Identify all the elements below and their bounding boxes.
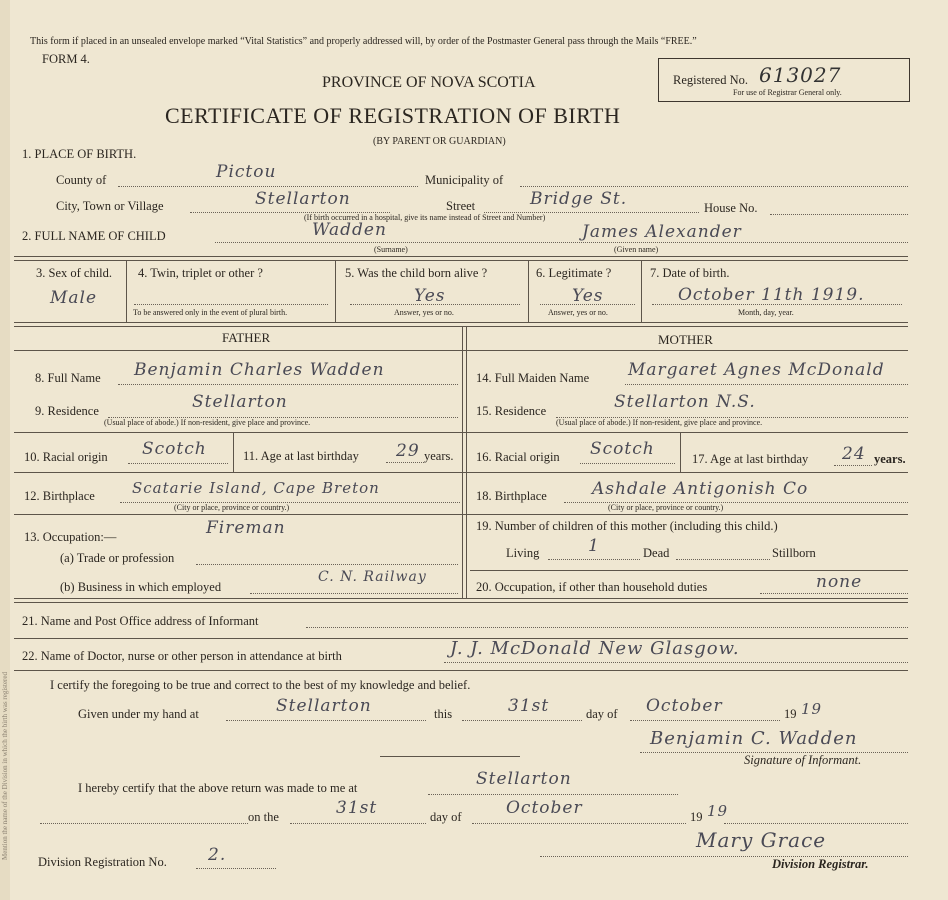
father-years: years. <box>424 449 454 463</box>
legitimate-label: 6. Legitimate ? <box>536 266 612 280</box>
twin-note: To be answered only in the event of plural birth. <box>133 308 288 317</box>
given-day-of-label: day of <box>586 707 618 721</box>
registrar-year: 19 <box>707 802 729 820</box>
mother-residence: Stellarton N.S. <box>614 392 756 412</box>
informant-signature-caption: Signature of Informant. <box>744 753 862 767</box>
house-label: House No. <box>704 201 758 215</box>
registered-number: 613027 <box>759 63 842 87</box>
registrar-statement: I hereby certify that the above return was made to me at <box>78 781 358 795</box>
registrar-day-of-label: day of <box>430 810 462 824</box>
father-birthplace: Scatarie Island, Cape Breton <box>132 479 380 497</box>
mother-birthplace-label: 18. Birthplace <box>476 489 547 503</box>
left-margin-strip <box>0 0 10 900</box>
father-residence-label: 9. Residence <box>35 404 99 418</box>
doctor-label: 22. Name of Doctor, nurse or other person in attendance at birth <box>22 649 342 663</box>
date-label: 7. Date of birth. <box>650 266 730 280</box>
father-birthplace-note: (City or place, province or country.) <box>174 503 290 512</box>
mother-heading: MOTHER <box>658 332 713 347</box>
mother-maiden-name: Margaret Agnes McDonald <box>628 360 885 380</box>
given-year-prefix: 19 <box>784 707 797 721</box>
county-value: Pictou <box>216 162 277 182</box>
surname-caption: (Surname) <box>374 245 408 254</box>
dead-label: Dead <box>643 546 670 560</box>
sex-label: 3. Sex of child. <box>36 266 113 280</box>
father-age: 29 <box>396 441 420 461</box>
registrar-day: 31st <box>336 798 378 818</box>
child-surname: Wadden <box>312 220 387 240</box>
registrar-signature: Mary Grace <box>696 828 827 852</box>
father-heading: FATHER <box>222 330 271 345</box>
father-occupation-label: 13. Occupation:— <box>24 530 117 544</box>
mother-age: 24 <box>842 444 866 464</box>
given-caption: (Given name) <box>614 245 659 254</box>
mother-age-label: 17. Age at last birthday <box>692 452 809 466</box>
twin-label: 4. Twin, triplet or other ? <box>138 266 263 280</box>
this-label: this <box>434 707 453 721</box>
mother-racial-label: 16. Racial origin <box>476 450 560 464</box>
hospital-note: (If birth occurred in a hospital, give its name instead of Street and Number) <box>304 213 546 222</box>
father-residence-note: (Usual place of abode.) If non-resident, give place and province. <box>104 418 311 427</box>
father-name: Benjamin Charles Wadden <box>134 360 385 380</box>
mother-name-label: 14. Full Maiden Name <box>476 371 590 385</box>
father-birthplace-label: 12. Birthplace <box>24 489 95 503</box>
child-given-name: James Alexander <box>582 222 742 242</box>
legitimate-note: Answer, yes or no. <box>548 308 608 317</box>
informant-signature: Benjamin C. Wadden <box>650 728 858 749</box>
certificate-title: CERTIFICATE OF REGISTRATION OF BIRTH <box>165 103 621 128</box>
province-title: PROVINCE OF NOVA SCOTIA <box>322 74 536 91</box>
children-label: 19. Number of children of this mother (including this child.) <box>476 519 778 533</box>
given-month: October <box>646 696 723 716</box>
doctor-value: J. J. McDonald New Glasgow. <box>450 638 740 659</box>
given-place: Stellarton <box>276 696 372 716</box>
mother-birthplace: Ashdale Antigonish Co <box>592 479 809 499</box>
sex-value: Male <box>50 288 98 308</box>
registration-box <box>658 58 910 102</box>
mother-occupation: none <box>816 572 863 592</box>
city-value: Stellarton <box>255 189 351 209</box>
street-label: Street <box>446 199 476 213</box>
on-the-label: on the <box>248 810 279 824</box>
mother-residence-label: 15. Residence <box>476 404 547 418</box>
living-value: 1 <box>588 536 600 556</box>
division-value: 2. <box>208 845 227 865</box>
living-label: Living <box>506 546 540 560</box>
registrar-signature-caption: Division Registrar. <box>772 857 869 871</box>
mother-years: years. <box>874 452 906 466</box>
margin-text: Mention the name of the Division in which the birth was registered <box>1 672 9 860</box>
street-value: Bridge St. <box>530 189 628 209</box>
father-age-label: 11. Age at last birthday <box>243 449 359 463</box>
city-label: City, Town or Village <box>56 199 164 213</box>
form-number: FORM 4. <box>42 52 90 66</box>
registrar-month: October <box>506 798 583 818</box>
alive-note: Answer, yes or no. <box>394 308 454 317</box>
father-racial: Scotch <box>142 439 207 459</box>
given-year: 19 <box>801 700 823 718</box>
registrar-year-prefix: 19 <box>690 810 703 824</box>
business-label: (b) Business in which employed <box>60 580 222 594</box>
trade-label: (a) Trade or profession <box>60 551 175 565</box>
registrar-place: Stellarton <box>476 769 572 789</box>
certificate-subtitle: (BY PARENT OR GUARDIAN) <box>373 136 506 147</box>
place-of-birth-label: 1. PLACE OF BIRTH. <box>22 147 137 161</box>
municipality-label: Municipality of <box>425 173 504 187</box>
stillborn-label: Stillborn <box>772 546 816 560</box>
child-name-label: 2. FULL NAME OF CHILD <box>22 229 166 243</box>
father-business: C. N. Railway <box>318 569 427 585</box>
informant-statement: I certify the foregoing to be true and correct to the best of my knowledge and belief. <box>50 678 471 692</box>
mother-residence-note: (Usual place of abode.) If non-resident, give place and province. <box>556 418 763 427</box>
mother-occupation-label: 20. Occupation, if other than household duties <box>476 580 708 594</box>
date-value: October 11th 1919. <box>678 285 865 305</box>
father-residence: Stellarton <box>192 392 288 412</box>
father-racial-label: 10. Racial origin <box>24 450 108 464</box>
division-label: Division Registration No. <box>38 855 167 869</box>
given-under-label: Given under my hand at <box>78 707 199 721</box>
mail-notice: This form if placed in an unsealed envelope marked “Vital Statistics” and properly addressed will, by order of the Postmaster General pass through the Mails “FREE.” <box>30 36 697 47</box>
mother-birthplace-note: (City or place, province or country.) <box>608 503 724 512</box>
given-day: 31st <box>508 696 550 716</box>
registered-label: Registered No. <box>673 73 748 87</box>
alive-value: Yes <box>414 286 446 306</box>
registered-note: For use of Registrar General only. <box>733 88 842 97</box>
legitimate-value: Yes <box>572 286 604 306</box>
alive-label: 5. Was the child born alive ? <box>345 266 488 280</box>
father-occupation: Fireman <box>206 518 286 538</box>
informant-label: 21. Name and Post Office address of Informant <box>22 614 259 628</box>
date-note: Month, day, year. <box>738 308 794 317</box>
mother-racial: Scotch <box>590 439 655 459</box>
county-label: County of <box>56 173 107 187</box>
father-name-label: 8. Full Name <box>35 371 101 385</box>
